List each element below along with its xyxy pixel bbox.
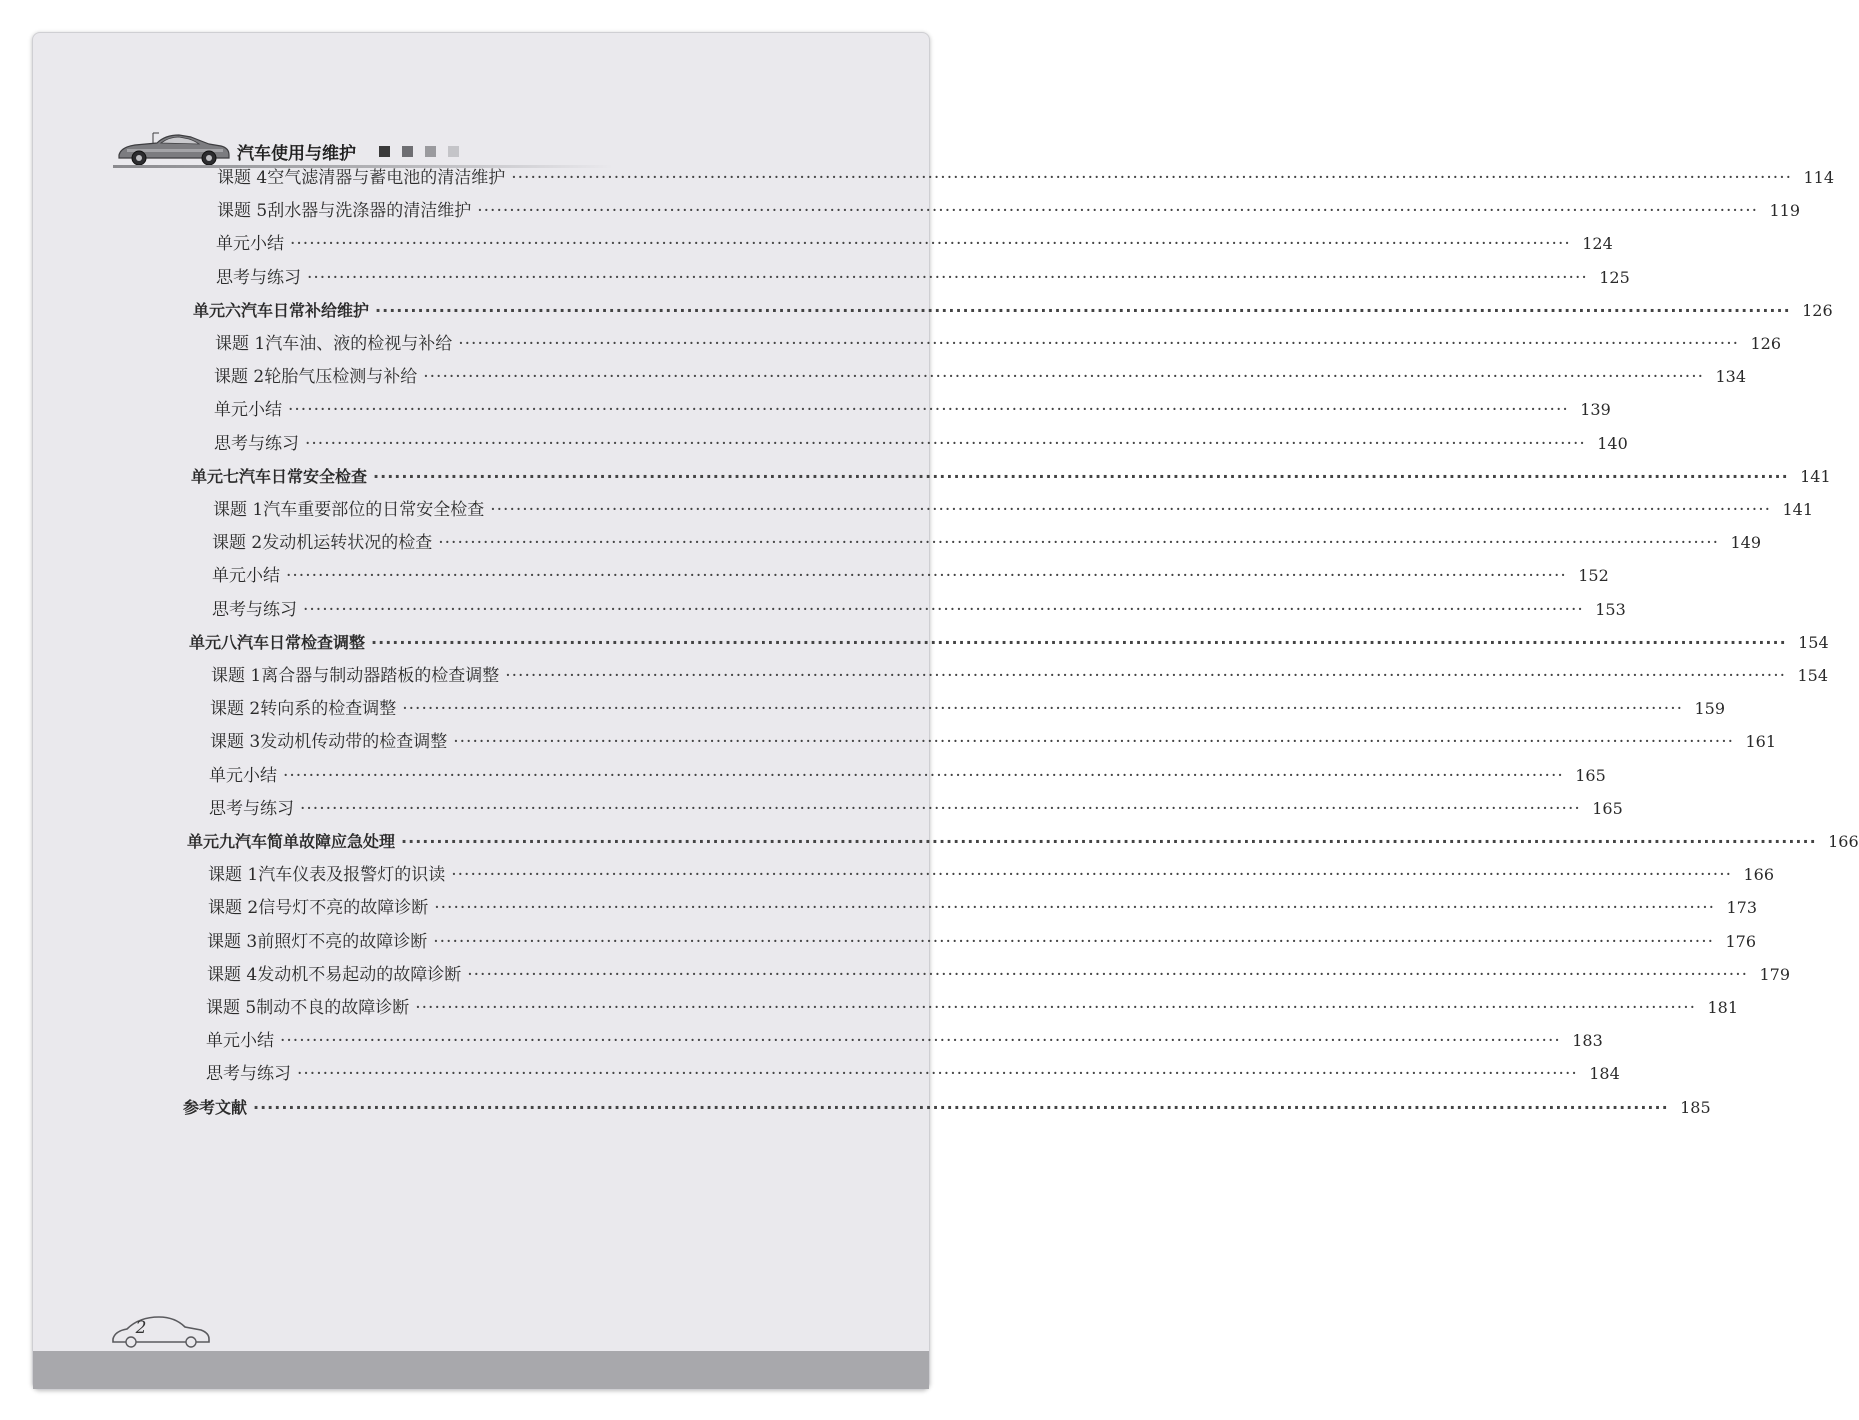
header-square	[448, 146, 459, 157]
toc-entry-title: 汽车日常安全检查	[239, 466, 368, 486]
toc-entry-lesson	[207, 927, 1756, 957]
toc-entry-page: 166	[1743, 865, 1774, 885]
toc-entry-summary	[206, 1059, 1620, 1089]
toc-entry-title: 思考与练习	[209, 798, 294, 819]
convertible-car-icon	[113, 125, 233, 169]
toc-entry-title: 汽车重要部位的日常安全检查	[263, 500, 485, 520]
toc-entry-page: 183	[1572, 1031, 1603, 1051]
toc-entry-unit	[191, 462, 1831, 492]
dot-leader: ········································································································································································································	[286, 566, 1567, 587]
toc-entry-page: 125	[1599, 267, 1630, 287]
toc-entry-page: 154	[1798, 632, 1829, 652]
toc-entry-page: 141	[1782, 500, 1813, 519]
toc-entry-lesson	[206, 993, 1738, 1023]
dot-leader: ········································································································································································································	[303, 599, 1584, 620]
toc-entry-page: 140	[1597, 433, 1628, 453]
dot-leader: ········································································································································································································	[438, 533, 1719, 554]
dot-leader: ········································································································································································································	[283, 765, 1564, 786]
dot-leader: ········································································································································································································	[401, 832, 1817, 851]
header-square	[425, 146, 436, 157]
dot-leader: ········································································································································································································	[307, 267, 1588, 288]
toc-entry-label: 单元六	[193, 300, 242, 320]
toc-entry-lesson	[210, 694, 1725, 724]
toc-entry-page: 159	[1694, 699, 1725, 719]
toc-entry-label: 课题 1	[211, 666, 262, 686]
toc-entry-page: 119	[1769, 201, 1800, 221]
dot-leader: ········································································································································································································	[253, 1097, 1669, 1117]
toc-entry-title: 单元小结	[216, 234, 284, 255]
toc-entry-label: 课题 2	[208, 898, 259, 919]
toc-entry-title: 单元小结	[214, 400, 282, 421]
toc-entry-summary	[209, 761, 1606, 791]
toc-entry-summary	[214, 429, 1628, 459]
bottom-band	[33, 1351, 929, 1389]
dot-leader: ········································································································································································································	[300, 798, 1581, 819]
toc-entry-page: 126	[1750, 334, 1781, 353]
toc-entry-lesson	[213, 495, 1813, 525]
page-number: 2	[135, 1318, 147, 1338]
toc-entry-summary	[216, 229, 1613, 259]
toc-entry-title: 前照灯不亮的故障诊断	[257, 931, 428, 952]
dot-leader: ········································································································································································································	[288, 400, 1569, 421]
toc-entry-summary	[212, 561, 1609, 591]
toc-entry-page: 173	[1726, 898, 1757, 918]
toc-entry-page: 154	[1797, 666, 1828, 685]
toc-entry-summary	[209, 794, 1623, 824]
toc-entry-page: 124	[1582, 234, 1613, 254]
toc-entry-title: 制动不良的故障诊断	[256, 998, 410, 1018]
toc-entry-unit	[193, 296, 1833, 326]
toc-entry-page: 114	[1803, 168, 1834, 187]
toc-entry-title: 思考与练习	[206, 1064, 291, 1085]
dot-leader: ········································································································································································································	[423, 367, 1704, 388]
toc-entry-page: 141	[1800, 466, 1831, 486]
toc-entry-page: 153	[1595, 599, 1626, 619]
toc-entry-summary	[212, 595, 1626, 625]
toc-entry-label: 课题 1	[213, 500, 264, 520]
toc-entry-page: 161	[1745, 732, 1776, 752]
toc-entry-title: 单元小结	[206, 1031, 274, 1052]
toc-entry-label: 课题 4	[207, 964, 258, 985]
toc-entry-label: 课题 4	[217, 168, 268, 188]
toc-entry-page: 166	[1828, 832, 1859, 851]
toc-entry-page: 179	[1759, 964, 1790, 984]
toc-entry-lesson	[208, 893, 1757, 923]
toc-entry-page: 139	[1580, 400, 1611, 420]
toc-entry-title: 发动机运转状况的检查	[262, 533, 433, 554]
toc-entry-lesson	[212, 528, 1761, 558]
toc-entry-title: 思考与练习	[216, 267, 301, 288]
header-squares	[379, 142, 471, 161]
book-page	[32, 32, 1859, 1390]
toc-entry-lesson	[208, 860, 1774, 890]
toc-entry-title: 参考文献	[183, 1097, 248, 1117]
toc-entry-label: 课题 3	[207, 931, 258, 952]
book-title: 汽车使用与维护	[237, 144, 356, 164]
toc-entry-page: 152	[1578, 566, 1609, 586]
toc-entry-label: 单元八	[189, 632, 238, 652]
dot-leader: ········································································································································································································	[490, 500, 1771, 520]
dot-leader: ········································································································································································································	[505, 666, 1786, 686]
toc-entry-label: 课题 1	[208, 865, 259, 886]
toc-entry-title: 汽车日常检查调整	[237, 632, 366, 652]
toc-entry-label: 课题 2	[214, 367, 265, 388]
toc-entry-unit	[187, 827, 1859, 857]
toc-entry-title: 发动机不易起动的故障诊断	[257, 964, 462, 985]
dot-leader: ········································································································································································································	[290, 234, 1571, 255]
toc-entry-title: 汽车仪表及报警灯的识读	[258, 865, 446, 886]
toc-entry-page: 185	[1680, 1097, 1711, 1117]
dot-leader: ········································································································································································································	[402, 699, 1683, 720]
toc-entry-title: 汽车日常补给维护	[241, 300, 370, 320]
toc-entry-summary	[214, 395, 1611, 425]
toc-entry-summary	[206, 1026, 1603, 1056]
dot-leader: ········································································································································································································	[434, 898, 1715, 919]
toc-entry-title: 转向系的检查调整	[260, 699, 397, 720]
toc-entry-title: 汽车简单故障应急处理	[235, 832, 396, 851]
toc-entry-title: 汽车油、液的检视与补给	[265, 334, 453, 354]
dot-leader: ········································································································································································································	[467, 964, 1748, 985]
header-square	[379, 146, 390, 157]
toc-entry-title: 空气滤清器与蓄电池的清洁维护	[267, 168, 506, 188]
dot-leader: ········································································································································································································	[451, 865, 1732, 886]
toc-entry-title: 单元小结	[212, 566, 280, 587]
dot-leader: ········································································································································································································	[375, 300, 1791, 320]
dot-leader: ········································································································································································································	[511, 168, 1792, 188]
toc-entry-page: 184	[1589, 1064, 1620, 1084]
toc-entry-lesson	[215, 329, 1781, 359]
toc-entry-label: 课题 2	[210, 699, 261, 720]
dot-leader: ········································································································································································································	[458, 334, 1739, 354]
dot-leader: ········································································································································································································	[433, 931, 1714, 952]
toc-entry-label: 课题 3	[210, 732, 261, 753]
car-outline-icon	[109, 1305, 213, 1349]
toc-entry-page: 126	[1802, 300, 1833, 320]
toc-entry-page: 134	[1715, 367, 1746, 387]
toc-entry-lesson	[217, 163, 1834, 193]
toc-entry-label: 课题 5	[217, 201, 268, 222]
toc-entry-title: 刮水器与洗涤器的清洁维护	[267, 201, 472, 222]
toc-entry-label: 课题 2	[212, 533, 263, 554]
toc-entry-label: 课题 1	[215, 334, 266, 354]
toc-entry-page: 181	[1707, 998, 1738, 1017]
dot-leader: ········································································································································································································	[477, 201, 1758, 222]
toc-entry-label: 单元九	[187, 832, 236, 851]
toc-entry-lesson	[210, 727, 1776, 757]
toc-entry-label: 单元七	[191, 466, 240, 486]
toc-entry-title: 轮胎气压检测与补给	[264, 367, 418, 388]
toc-entry-title: 信号灯不亮的故障诊断	[258, 898, 429, 919]
toc-entry-page: 165	[1575, 765, 1606, 785]
dot-leader: ········································································································································································································	[297, 1064, 1578, 1085]
dot-leader: ········································································································································································································	[373, 466, 1789, 486]
dot-leader: ········································································································································································································	[280, 1031, 1561, 1052]
toc-entry-lesson	[211, 661, 1828, 691]
toc-entry-lesson	[214, 362, 1746, 392]
toc-entry-summary	[216, 263, 1630, 293]
dot-leader: ········································································································································································································	[371, 632, 1787, 652]
toc-entry-label: 课题 5	[206, 998, 257, 1018]
toc-entry-page: 165	[1592, 798, 1623, 818]
toc-entry-title: 离合器与制动器踏板的检查调整	[261, 666, 500, 686]
toc-entry-page: 176	[1725, 931, 1756, 951]
toc-entry-lesson	[207, 960, 1790, 990]
toc-entry-lesson	[217, 196, 1800, 226]
toc-entry-ref	[183, 1093, 1711, 1123]
toc-entry-page: 149	[1730, 533, 1761, 553]
dot-leader: ········································································································································································································	[453, 732, 1734, 753]
toc-entry-title: 发动机传动带的检查调整	[260, 732, 448, 753]
header-square	[402, 146, 413, 157]
toc-entry-title: 思考与练习	[212, 599, 297, 620]
toc-entry-title: 思考与练习	[214, 433, 299, 454]
dot-leader: ········································································································································································································	[305, 433, 1586, 454]
toc-entry-title: 单元小结	[209, 765, 277, 786]
dot-leader: ········································································································································································································	[415, 998, 1696, 1018]
toc-entry-unit	[189, 628, 1829, 658]
